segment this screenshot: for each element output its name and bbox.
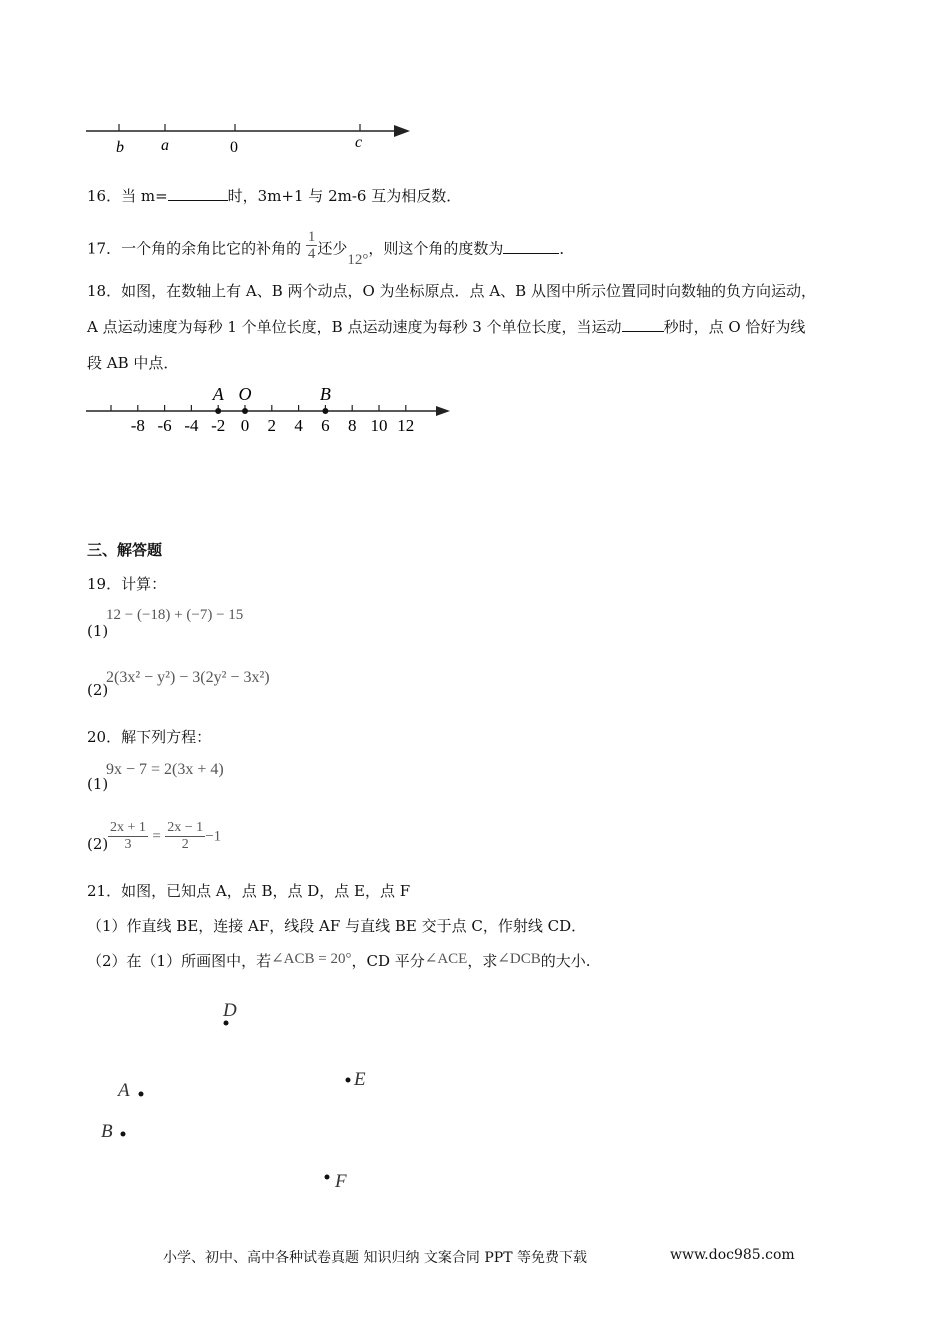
q18-line2-a: A 点运动速度为每秒 1 个单位长度，B 点运动速度为每秒 3 个单位长度，当运动 xyxy=(87,318,622,336)
point-label-a: A xyxy=(118,1080,130,1101)
q21-part2 xyxy=(87,951,591,972)
footer-text: 小学、初中、高中各种试卷真题 知识归纳 文案合同 PPT 等免费下载 xyxy=(163,1250,587,1266)
q18-line1: 如图，在数轴上有 A、B 两个动点，O 为坐标原点．点 A、B 从图中所示位置同时向数轴的负方向运动， xyxy=(121,282,816,300)
q20-frac1 xyxy=(108,820,148,853)
point-label-b: B xyxy=(101,1121,113,1142)
q20-part2-expr xyxy=(108,820,221,853)
q20-frac2 xyxy=(165,820,205,853)
q17-frac-den: 4 xyxy=(307,246,316,262)
q18-blank[interactable] xyxy=(622,317,664,332)
q17-fraction xyxy=(306,229,318,262)
point-o xyxy=(242,408,248,414)
q21-math-acb: ∠ACB = 20° xyxy=(271,951,352,967)
q16-number: 16． xyxy=(87,187,122,205)
q21-part2-c: ，求 xyxy=(467,952,498,970)
q21-math-ace: ∠ACE xyxy=(424,951,468,967)
q20-frac1-den: 3 xyxy=(124,837,132,852)
tick-label: 4 xyxy=(294,416,303,435)
q16-blank[interactable] xyxy=(168,186,228,201)
tick-label: 10 xyxy=(370,416,388,435)
q17-angle: 12° xyxy=(347,251,369,268)
label-0: 0 xyxy=(230,139,238,156)
point-f xyxy=(325,1175,330,1180)
tick-label: -8 xyxy=(130,416,145,435)
point-label-o: O xyxy=(238,384,252,404)
number-line-aob xyxy=(80,383,460,438)
q19-part1-label: (1) xyxy=(87,622,109,640)
tick-label: 0 xyxy=(240,416,250,435)
point-d xyxy=(224,1021,229,1026)
q19-number: 19． xyxy=(87,575,122,593)
q19-part1-expr: 12 − (−18) + (−7) − 15 xyxy=(106,607,244,623)
q18-line3: 段 AB 中点． xyxy=(87,354,179,372)
q20-part2-label: (2) xyxy=(87,835,109,853)
tick-label: 12 xyxy=(397,416,415,435)
point-label-d: D xyxy=(223,1000,237,1021)
q19-part2-label: (2) xyxy=(87,681,109,699)
tick-label: -6 xyxy=(157,416,172,435)
q17-text-a: 一个角的余角比它的补角的 xyxy=(121,239,302,258)
tick-label: 8 xyxy=(347,416,357,435)
point-label-f: F xyxy=(335,1171,347,1192)
label-a: a xyxy=(161,137,169,154)
q20-frac2-num: 2x − 1 xyxy=(167,820,204,835)
label-c: c xyxy=(355,134,363,151)
q20-number: 20． xyxy=(87,728,122,746)
q17-frac-num: 1 xyxy=(307,229,316,245)
q18-number: 18． xyxy=(87,282,122,300)
points-figure xyxy=(90,990,390,1200)
q20-title: 解下列方程： xyxy=(121,728,212,746)
question-18-line2 xyxy=(87,317,805,337)
section-title: 三、解答题 xyxy=(87,541,163,559)
q21-part2-a: （2）在（1）所画图中，若 xyxy=(87,952,272,970)
tick-label: -2 xyxy=(211,416,226,435)
point-a xyxy=(215,408,221,414)
q17-text-d: ． xyxy=(559,239,575,258)
tick-label: -4 xyxy=(184,416,199,435)
question-17 xyxy=(87,229,575,268)
q16-text-b: 时，3m+1 与 2m-6 互为相反数． xyxy=(227,187,462,205)
q20-frac2-den: 2 xyxy=(181,837,189,852)
point-label-a: A xyxy=(212,384,224,404)
q17-blank[interactable] xyxy=(503,239,559,254)
q21-part2-d: 的大小. xyxy=(540,952,591,970)
q20-part1-label: (1) xyxy=(87,775,109,793)
tick-label: 6 xyxy=(321,416,330,435)
question-18-line3 xyxy=(87,353,178,373)
number-line-abc xyxy=(80,115,420,165)
point-label-b: B xyxy=(319,384,331,404)
number-line-arrow xyxy=(394,125,410,137)
point-label-e: E xyxy=(354,1069,366,1090)
q20-equals: = xyxy=(152,828,161,845)
point-b xyxy=(121,1132,126,1137)
question-19 xyxy=(87,574,166,594)
point-a xyxy=(139,1092,144,1097)
q21-title: 如图，已知点 A，点 B，点 D，点 E，点 F xyxy=(121,882,411,900)
label-b: b xyxy=(116,139,124,156)
q21-part1: （1）作直线 BE，连接 AF，线段 AF 与直线 BE 交于点 C，作射线 CD． xyxy=(87,917,587,935)
question-21 xyxy=(87,881,410,901)
question-18-line1 xyxy=(87,281,816,301)
number-line2-arrow xyxy=(436,406,450,416)
q17-text-c: ，则这个角的度数为 xyxy=(368,239,504,258)
q21-number: 21． xyxy=(87,882,122,900)
q20-part1-expr: 9x − 7 = 2(3x + 4) xyxy=(106,761,224,778)
point-e xyxy=(346,1078,351,1083)
question-20 xyxy=(87,727,211,747)
question-16 xyxy=(87,186,461,206)
q19-part2-expr: 2(3x² − y²) − 3(2y² − 3x²) xyxy=(106,669,270,686)
q16-text-a: 当 m= xyxy=(121,187,168,205)
footer-url[interactable]: www.doc985.com xyxy=(670,1247,795,1263)
q17-text-b: 还少 xyxy=(317,239,348,258)
q21-part2-b: ，CD 平分 xyxy=(351,952,425,970)
point-b xyxy=(322,408,328,414)
q20-frac1-num: 2x + 1 xyxy=(110,820,146,835)
q17-number: 17． xyxy=(87,239,122,258)
q19-title: 计算： xyxy=(121,575,167,593)
q20-tail: −1 xyxy=(205,828,222,845)
q21-math-dcb: ∠DCB xyxy=(497,951,541,967)
tick-label: 2 xyxy=(267,416,277,435)
q18-line2-b: 秒时，点 O 恰好为线 xyxy=(663,318,806,336)
